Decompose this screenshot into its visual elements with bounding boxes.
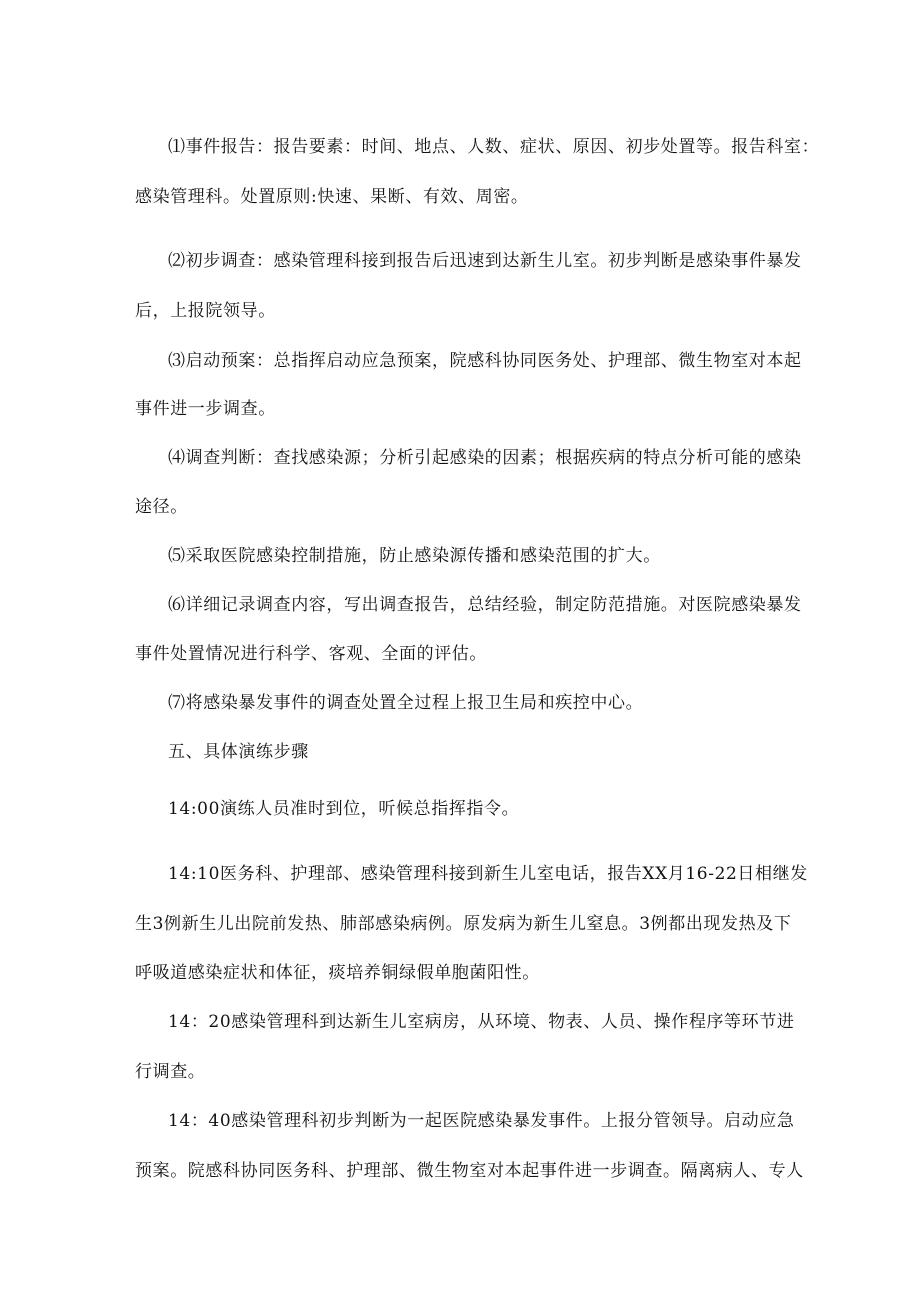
paragraph-line: ⑶启动预案：总指挥启动应急预案，院感科协同医务处、护理部、微生物室对本起 (168, 351, 802, 371)
paragraph-line: ⑸采取医院感染控制措施，防止感染源传播和感染范围的扩大。 (168, 546, 661, 566)
paragraph-line: ⑷调查判断：查找感染源；分析引起感染的因素；根据疾病的特点分析可能的感染 (168, 448, 802, 468)
section-heading: 五、具体演练步骤 (168, 742, 309, 762)
paragraph-line: 生3例新生儿出院前发热、肺部感染病例。原发病为新生儿窒息。3例都出现发热及下 (135, 914, 792, 934)
paragraph-line: 14:00演练人员准时到位，听候总指挥指令。 (168, 799, 520, 819)
paragraph-line: 预案。院感科协同医务科、护理部、微生物室对本起事件进一步调查。隔离病人、专人 (135, 1161, 804, 1181)
paragraph-line: 事件处置情况进行科学、客观、全面的评估。 (135, 644, 487, 664)
paragraph-line: 呼吸道感染症状和体征，痰培养铜绿假单胞菌阳性。 (135, 963, 540, 983)
paragraph-line: ⑵初步调查：感染管理科接到报告后迅速到达新生儿室。初步判断是感染事件暴发 (168, 251, 802, 271)
paragraph-line: ⑴事件报告：报告要素：时间、地点、人数、症状、原因、初步处置等。报告科室： (168, 137, 820, 157)
paragraph-line: ⑺将感染暴发事件的调查处置全过程上报卫生局和疾控中心。 (168, 693, 644, 713)
paragraph-line: 感染管理科。处置原则:快速、果断、有效、周密。 (135, 187, 529, 207)
paragraph-line: 事件进一步调查。 (135, 399, 276, 419)
paragraph-line: ⑹详细记录调查内容，写出调查报告，总结经验，制定防范措施。对医院感染暴发 (168, 595, 802, 615)
paragraph-line: 后，上报院领导。 (135, 301, 276, 321)
paragraph-line: 行调查。 (135, 1062, 206, 1082)
paragraph-line: 14：40感染管理科初步判断为一起医院感染暴发事件。上报分管领导。启动应急 (168, 1111, 795, 1131)
paragraph-line: 途径。 (135, 497, 188, 517)
paragraph-line: 14：20感染管理科到达新生儿室病房，从环境、物表、人员、操作程序等环节进 (168, 1012, 795, 1032)
paragraph-line: 14:10医务科、护理部、感染管理科接到新生儿室电话，报告XX月16-22日相继发 (168, 864, 808, 884)
